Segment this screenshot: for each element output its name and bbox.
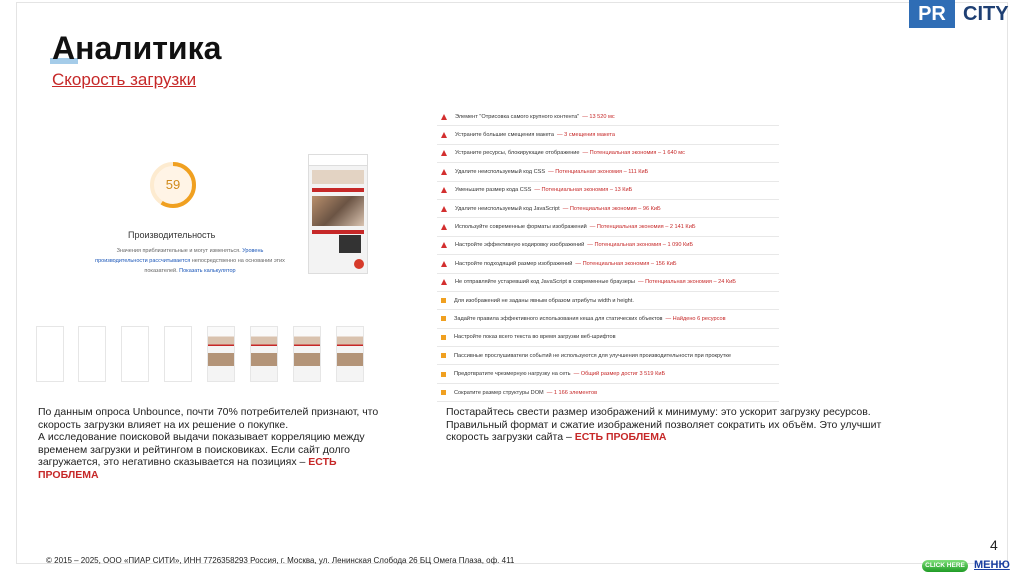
warning-square-icon (441, 298, 446, 303)
filmstrip-frame (36, 326, 64, 382)
left-paragraph: По данным опроса Unbounce, почти 70% потребителей признают, что скорость загрузки влияет на их решение о покупке. А исследование поисковой выдачи показывает корреляцию между временем загрузки и рейтингом в поисковиках. Если сайт долго загружается, это негативно сказывается на позициях – ЕСТЬ ПРОБЛЕМА (38, 406, 379, 481)
filmstrip-frame (293, 326, 321, 382)
audit-item[interactable]: Сократите размер структуры DOM — 1 166 элементов (437, 384, 779, 402)
filmstrip-frame (78, 326, 106, 382)
performance-link-1[interactable]: Уровень производительности рассчитывается (95, 248, 264, 264)
fail-triangle-icon (441, 224, 447, 230)
fail-triangle-icon (441, 132, 447, 138)
fail-triangle-icon (441, 242, 447, 248)
audit-item[interactable]: Настройте показ всего текста во время загрузки веб-шрифтов (437, 329, 779, 347)
warning-square-icon (441, 353, 446, 358)
warning-square-icon (441, 335, 446, 340)
calculator-link[interactable]: Показать калькулятор (179, 268, 236, 274)
audit-item[interactable]: Уменьшите размер кода CSS — Потенциальная экономия – 13 КиБ (437, 182, 779, 200)
page-title: Аналитика (52, 30, 222, 66)
site-preview-screenshot (308, 154, 368, 274)
fail-triangle-icon (441, 114, 447, 120)
fail-triangle-icon (441, 206, 447, 212)
warning-square-icon (441, 390, 446, 395)
filmstrip-frame (207, 326, 235, 382)
logo-city: CITY (963, 3, 1009, 25)
fail-triangle-icon (441, 169, 447, 175)
warning-square-icon (441, 316, 446, 321)
audit-item[interactable]: Пассивные прослушиватели событий не используются для улучшения производительности при прокрутке (437, 347, 779, 365)
audit-item[interactable]: Элемент "Отрисовка самого крупного контента" — 13 520 мс (437, 108, 779, 126)
performance-label: Производительность (128, 230, 216, 240)
logo-pr: PR (909, 0, 955, 28)
audit-item[interactable]: Устраните большие смещения макета — 3 смещения макета (437, 126, 779, 144)
filmstrip-frame (250, 326, 278, 382)
page-subtitle: Скорость загрузки (52, 70, 197, 89)
audit-item[interactable]: Устраните ресурсы, блокирующие отображение — Потенциальная экономия – 1 640 мс (437, 145, 779, 163)
audit-item[interactable]: Удалите неиспользуемый код CSS — Потенциальная экономия – 111 КиБ (437, 163, 779, 181)
filmstrip-frame (164, 326, 192, 382)
audit-item[interactable]: Для изображений не заданы явным образом атрибуты width и height. (437, 292, 779, 310)
performance-score: 59 (165, 177, 181, 192)
audit-item[interactable]: Задайте правила эффективного использования кеша для статических объектов — Найдено 6 ресурсов (437, 310, 779, 328)
click-here-button[interactable]: CLICK HERE (922, 560, 968, 572)
fail-triangle-icon (441, 279, 447, 285)
performance-description: Значения приблизительные и могут изменяться. Уровень производительности рассчитывается непосредственно на основании этих показателей. Показать калькулятор (95, 248, 285, 274)
fail-triangle-icon (441, 261, 447, 267)
warning-square-icon (441, 372, 446, 377)
page-number: 4 (990, 537, 998, 553)
audit-item[interactable]: Настройте эффективную кодировку изображений — Потенциальная экономия – 1 090 КиБ (437, 237, 779, 255)
fail-triangle-icon (441, 150, 447, 156)
right-paragraph: Постарайтесь свести размер изображений к минимуму: это ускорит загрузку ресурсов. Правильный формат и сжатие изображений позволяет сократить их объём. Это улучшит скорость загрузки сайта – ЕСТЬ ПРОБЛЕМА (446, 406, 882, 443)
audit-list (437, 108, 779, 402)
problem-highlight: ЕСТЬ ПРОБЛЕМА (38, 456, 337, 481)
filmstrip-frame (336, 326, 364, 382)
audit-item[interactable]: Предотвратите чрезмерную нагрузку на сеть — Общий размер достиг 3 519 КиБ (437, 365, 779, 383)
audit-item[interactable]: Используйте современные форматы изображений — Потенциальная экономия – 2 141 КиБ (437, 218, 779, 236)
filmstrip-frame (121, 326, 149, 382)
audit-item[interactable]: Не отправляйте устаревший код JavaScript в современные браузеры — Потенциальная экономия – 24 КиБ (437, 274, 779, 292)
audit-item[interactable]: Настройте подходящий размер изображений — Потенциальная экономия – 156 КиБ (437, 255, 779, 273)
fail-triangle-icon (441, 187, 447, 193)
audit-item[interactable]: Удалите неиспользуемый код JavaScript — Потенциальная экономия – 96 КиБ (437, 200, 779, 218)
menu-link[interactable]: МЕНЮ (974, 559, 1010, 571)
problem-highlight: ЕСТЬ ПРОБЛЕМА (574, 431, 667, 443)
footer-copyright: © 2015 – 2025, ООО «ПИАР СИТИ», ИНН 7726358293 Россия, г. Москва, ул. Ленинская Слобода 26 БЦ Омега Плаза, оф. 411 (46, 556, 515, 565)
logo[interactable] (909, 0, 1009, 28)
